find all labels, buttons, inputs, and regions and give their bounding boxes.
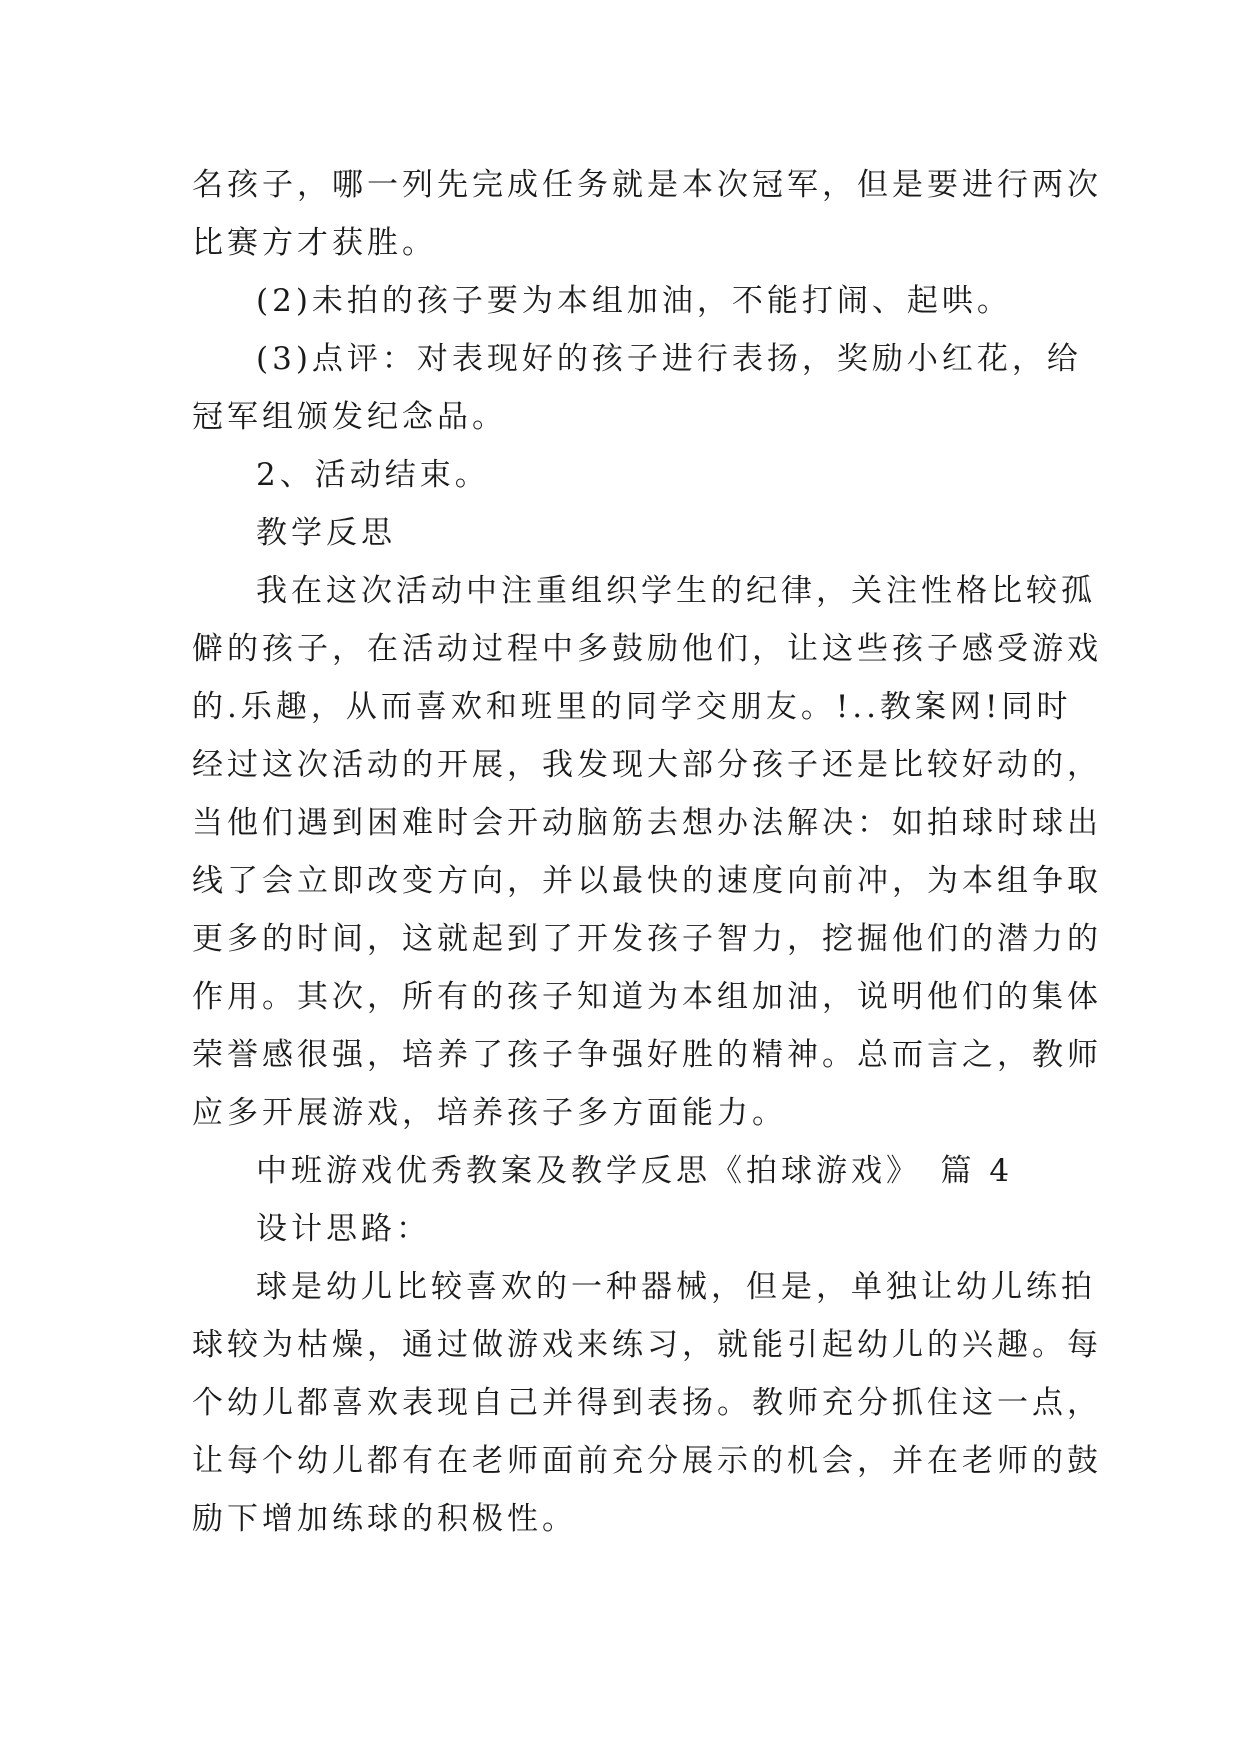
text-line: 名孩子，哪一列先完成任务就是本次冠军，但是要进行两次 — [192, 167, 1102, 203]
article-title: 中班游戏优秀教案及教学反思《拍球游戏》 篇 4 — [256, 1153, 1014, 1189]
text-line: 更多的时间，这就起到了开发孩子智力，挖掘他们的潜力的 — [192, 921, 1102, 957]
document-body — [192, 156, 1102, 1548]
text-line: 球是幼儿比较喜欢的一种器械，但是，单独让幼儿练拍 — [256, 1269, 1096, 1305]
text-line: 比赛方才获胜。 — [192, 225, 437, 261]
text-line: (2)未拍的孩子要为本组加油，不能打闹、起哄。 — [256, 283, 1012, 319]
section-heading: 设计思路： — [256, 1211, 431, 1247]
text-line: 当他们遇到困难时会开动脑筋去想办法解决：如拍球时球出 — [192, 805, 1102, 841]
text-line: 应多开展游戏，培养孩子多方面能力。 — [192, 1095, 787, 1131]
text-line: 让每个幼儿都有在老师面前充分展示的机会，并在老师的鼓 — [192, 1443, 1102, 1479]
text-line: 励下增加练球的积极性。 — [192, 1501, 577, 1537]
text-line: 冠军组颁发纪念品。 — [192, 399, 507, 435]
text-line: 2、活动结束。 — [256, 457, 490, 493]
text-line: 球较为枯燥，通过做游戏来练习，就能引起幼儿的兴趣。每 — [192, 1327, 1102, 1363]
text-line: 经过这次活动的开展，我发现大部分孩子还是比较好动的， — [192, 747, 1102, 783]
text-line: 荣誉感很强，培养了孩子争强好胜的精神。总而言之，教师 — [192, 1037, 1102, 1073]
text-line: 个幼儿都喜欢表现自己并得到表扬。教师充分抓住这一点， — [192, 1385, 1102, 1421]
text-line: (3)点评：对表现好的孩子进行表扬，奖励小红花，给 — [256, 341, 1082, 377]
text-line: 我在这次活动中注重组织学生的纪律，关注性格比较孤 — [256, 573, 1096, 609]
text-line: 作用。其次，所有的孩子知道为本组加油，说明他们的集体 — [192, 979, 1102, 1015]
text-line: 的.乐趣，从而喜欢和班里的同学交朋友。!..教案网!同时 — [192, 689, 1072, 725]
text-line: 僻的孩子，在活动过程中多鼓励他们，让这些孩子感受游戏 — [192, 631, 1102, 667]
section-heading: 教学反思 — [256, 515, 396, 551]
text-line: 线了会立即改变方向，并以最快的速度向前冲，为本组争取 — [192, 863, 1102, 899]
